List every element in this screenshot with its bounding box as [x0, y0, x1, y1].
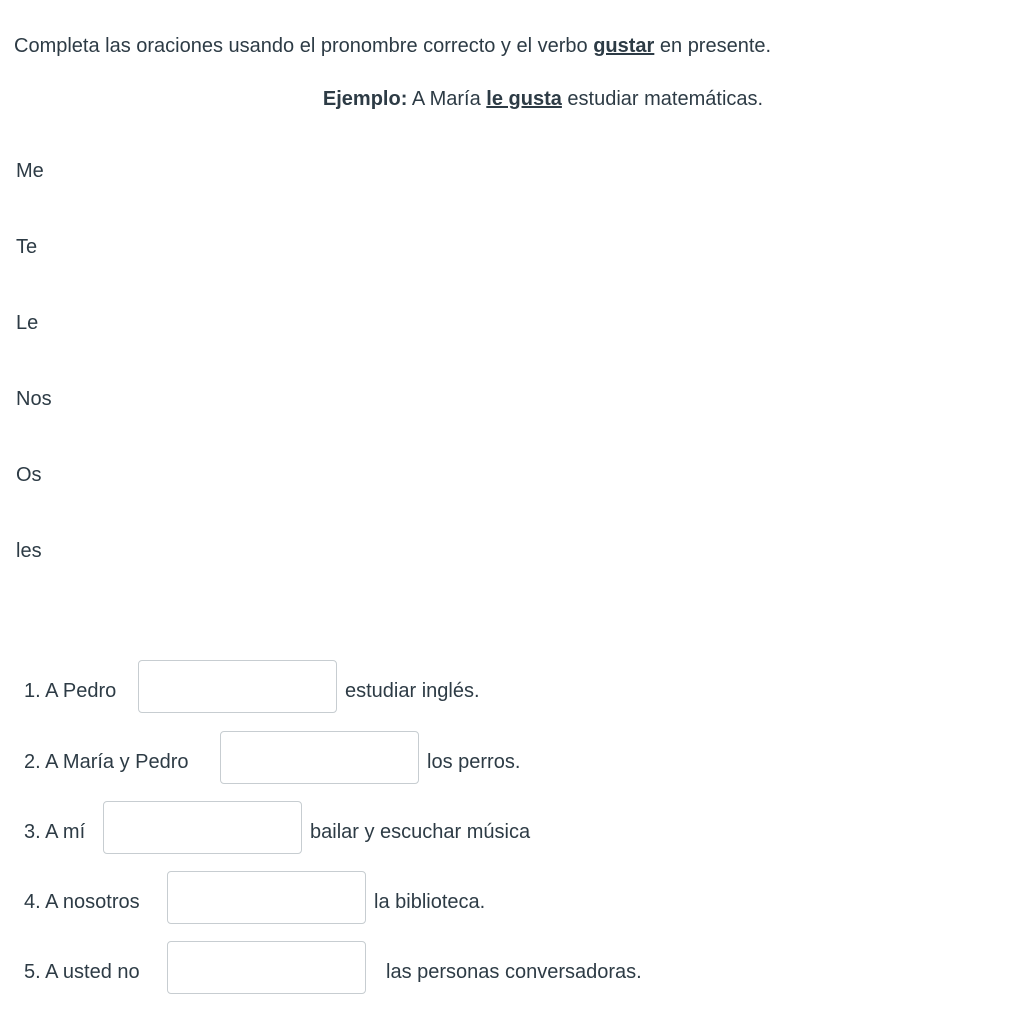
- pronoun-me: Me: [16, 160, 44, 182]
- sentence-2-prefix: 2. A María y Pedro: [24, 751, 189, 773]
- answer-input-1[interactable]: [138, 660, 337, 713]
- sentence-1-prefix: 1. A Pedro: [24, 680, 117, 702]
- example-answer: le gusta: [486, 88, 562, 110]
- example-text-end: estudiar matemáticas.: [561, 88, 764, 110]
- instructions-text-end: en presente.: [654, 35, 772, 57]
- example-sentence: [0, 85, 1024, 113]
- answer-input-5[interactable]: [167, 941, 366, 994]
- instructions-text: Completa las oraciones usando el pronombre correcto y el verbo: [14, 35, 594, 57]
- instructions-verb: gustar: [593, 35, 655, 57]
- sentence-5-suffix: las personas conversadoras.: [386, 961, 642, 983]
- sentence-1-suffix: estudiar inglés.: [345, 680, 480, 702]
- pronoun-les: les: [16, 540, 42, 562]
- example-label: Ejemplo:: [322, 88, 408, 110]
- sentence-2-suffix: los perros.: [427, 751, 521, 773]
- example-text: A María: [407, 88, 487, 110]
- sentence-4-prefix: 4. A nosotros: [24, 891, 140, 913]
- answer-input-2[interactable]: [220, 731, 419, 784]
- instructions: [14, 32, 771, 60]
- sentence-3-prefix: 3. A mí: [24, 821, 86, 843]
- sentence-3-suffix: bailar y escuchar música: [310, 821, 531, 843]
- answer-input-3[interactable]: [103, 801, 302, 854]
- sentence-5-prefix: 5. A usted no: [24, 961, 140, 983]
- pronoun-os: Os: [16, 464, 42, 486]
- answer-input-4[interactable]: [167, 871, 366, 924]
- pronoun-nos: Nos: [16, 388, 52, 410]
- pronoun-te: Te: [16, 236, 38, 258]
- sentence-4-suffix: la biblioteca.: [374, 891, 486, 913]
- pronoun-le: Le: [16, 312, 39, 334]
